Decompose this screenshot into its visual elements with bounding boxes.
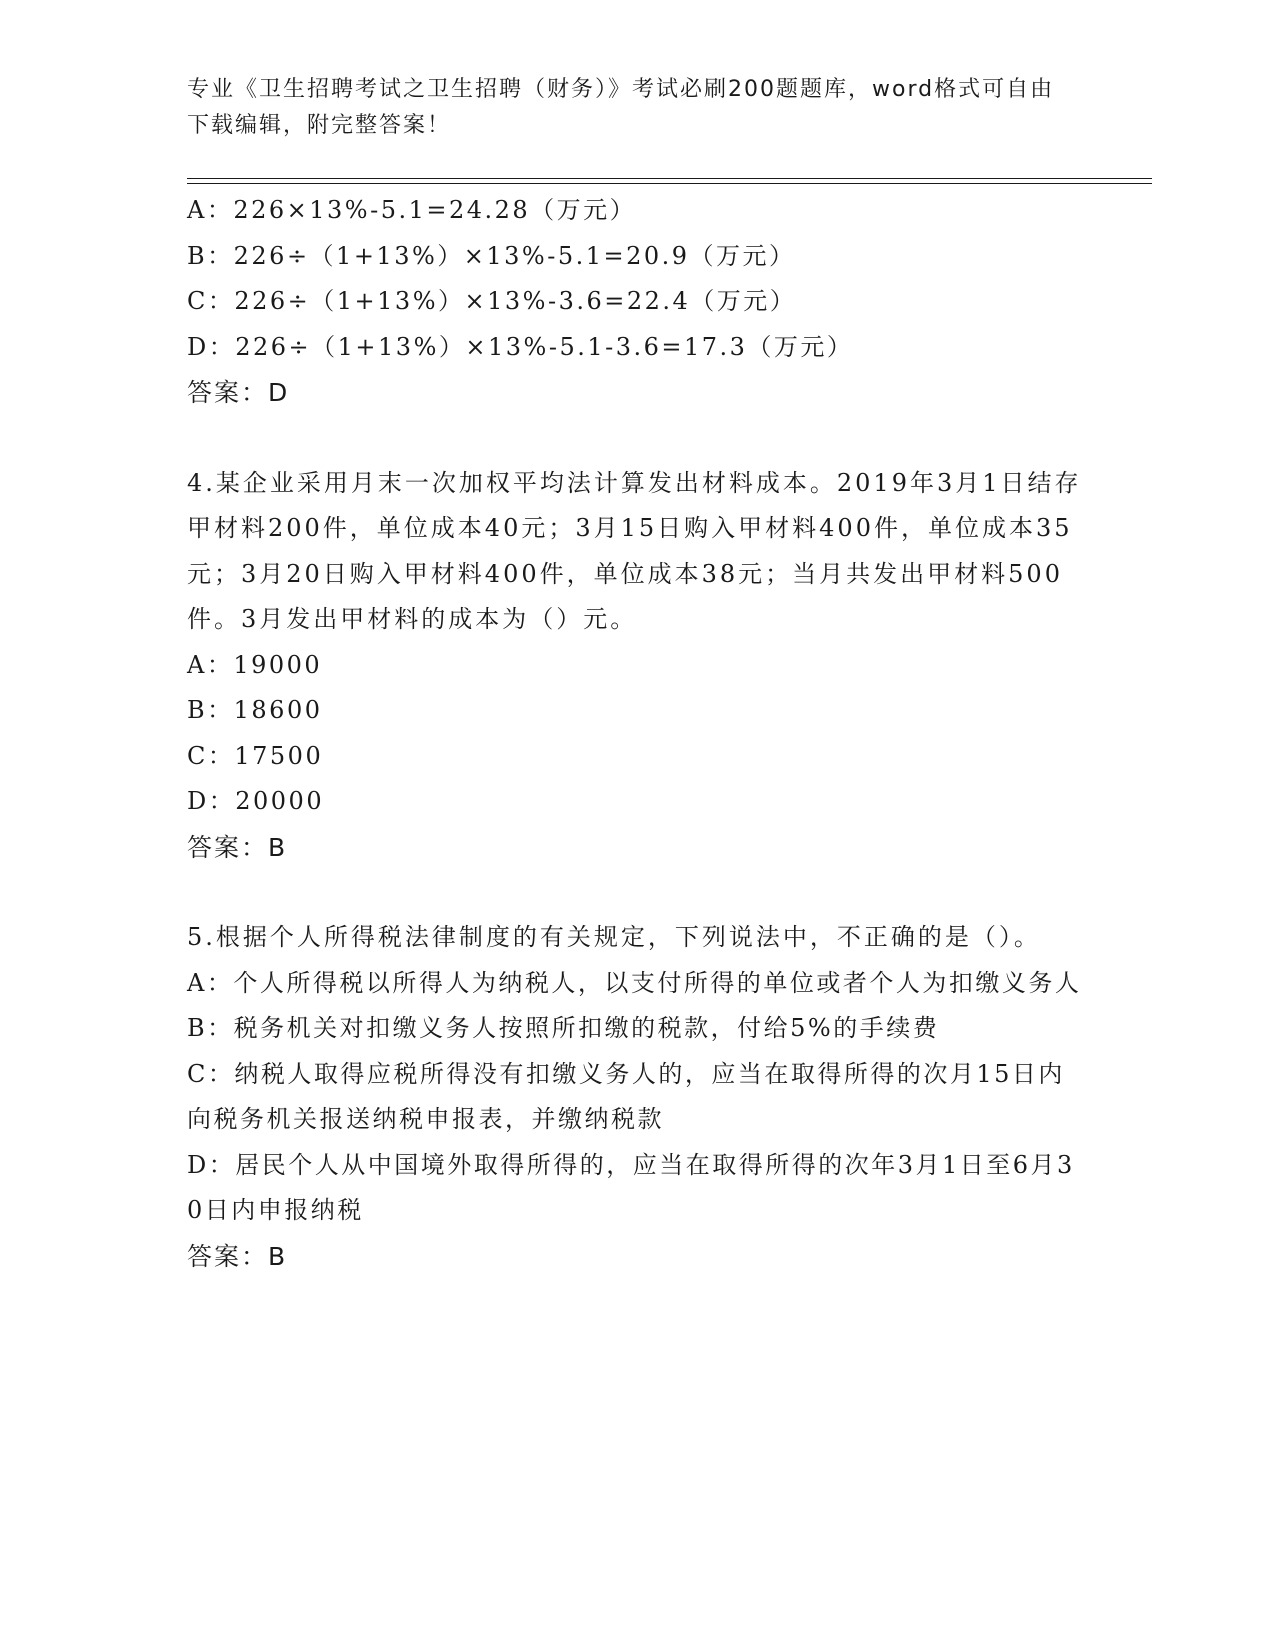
option-b: B：税务机关对扣缴义务人按照所扣缴的税款，付给5%的手续费 xyxy=(187,1014,940,1042)
answer: 答案：B xyxy=(187,1241,288,1271)
option-d: D：居民个人从中国境外取得所得的，应当在取得所得的次年3月1日至6月30日内申报纳税 xyxy=(187,1150,1075,1224)
question-stem: 5.根据个人所得税法律制度的有关规定，下列说法中，不正确的是（）。 xyxy=(187,923,1041,951)
option-c: C：226÷（1+13%）×13%-3.6=22.4（万元） xyxy=(187,287,797,315)
spacer xyxy=(187,870,1087,915)
question-stem: 4.某企业采用月末一次加权平均法计算发出材料成本。2019年3月1日结存甲材料200件，单位成本40元；3月15日购入甲材料400件，单位成本35元；3月20日购入甲材料400件，单位成本38元；当月共发出甲材料500件。3月发出甲材料的成本为（）元。 xyxy=(187,468,1082,633)
option-a: A：个人所得税以所得人为纳税人，以支付所得的单位或者个人为扣缴义务人 xyxy=(187,968,1082,997)
header-divider-bottom xyxy=(187,183,1152,184)
document-body xyxy=(187,188,1087,1279)
question-4 xyxy=(187,461,1087,871)
option-d: D：20000 xyxy=(187,787,325,815)
option-c: C：17500 xyxy=(187,741,324,770)
option-a: A：226×13%-5.1=24.28（万元） xyxy=(187,196,637,224)
option-a: A：19000 xyxy=(187,650,323,679)
question-5 xyxy=(187,915,1087,1279)
answer: 答案：B xyxy=(187,832,288,862)
option-b: B：18600 xyxy=(187,696,323,724)
spacer xyxy=(187,416,1087,461)
document-header: 专业《卫生招聘考试之卫生招聘（财务）》考试必刷200题题库，word格式可自由下载编辑，附完整答案！ xyxy=(187,77,1055,138)
question-3-remainder xyxy=(187,188,1087,416)
option-b: B：226÷（1+13%）×13%-5.1=20.9（万元） xyxy=(187,241,796,270)
option-d: D：226÷（1+13%）×13%-5.1-3.6=17.3（万元） xyxy=(187,332,854,361)
option-c: C：纳税人取得应税所得没有扣缴义务人的，应当在取得所得的次月15日内向税务机关报送纳税申报表，并缴纳税款 xyxy=(187,1059,1065,1133)
answer: 答案：D xyxy=(187,378,290,407)
header-divider-top xyxy=(187,178,1152,179)
